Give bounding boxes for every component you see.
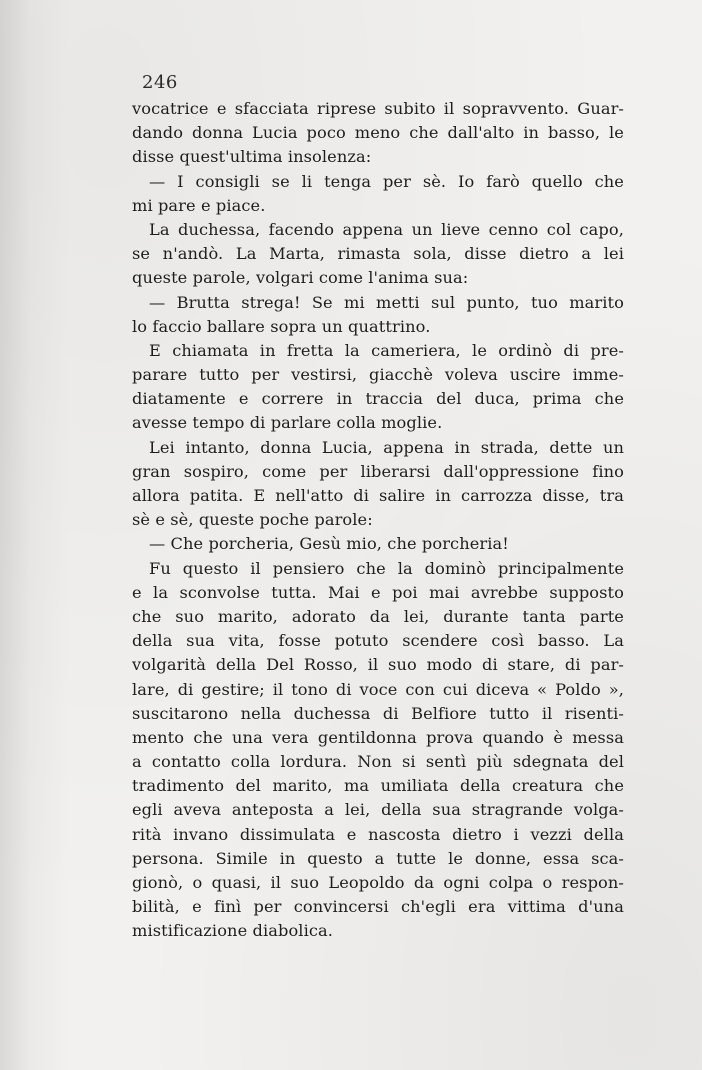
text-line: E chiamata in fretta la cameriera, le ordinò di pre-: [149, 340, 624, 360]
text-line: Lei intanto, donna Lucia, appena in strada, dette un: [149, 437, 624, 457]
text-line: che suo marito, adorato da lei, durante tanta parte: [132, 606, 624, 626]
text-line: mi pare e piace.: [132, 195, 266, 215]
text-line: allora patita. E nell'atto di salire in carrozza disse, tra: [132, 486, 624, 505]
page-number: 246: [142, 72, 178, 93]
text-line: — Brutta strega! Se mi metti sul punto, tuo marito: [149, 292, 624, 312]
text-line: bilità, e finì per convincersi ch'egli era vittima d'una: [132, 897, 624, 917]
text-line: della sua vita, fosse potuto scendere così basso. La: [132, 631, 624, 651]
text-line: vocatrice e sfacciata riprese subito il sopravvento. Guar-: [132, 99, 624, 118]
text-line: dando donna Lucia poco meno che dall'alto in basso, le: [132, 123, 624, 143]
text-line: a contatto colla lordura. Non si sentì più sdegnata del: [132, 752, 624, 772]
text-line: Fu questo il pensiero che la dominò principalmente: [149, 558, 624, 578]
text-line: — Che porcheria, Gesù mio, che porcheria!: [149, 534, 509, 554]
text-line: volgarità della Del Rosso, il suo modo di stare, di par-: [132, 655, 624, 675]
text-line: La duchessa, facendo appena un lieve cenno col capo,: [149, 219, 624, 239]
text-line: diatamente e correre in traccia del duca, prima che: [132, 389, 624, 409]
text-line: lare, di gestire; il tono di voce con cui diceva « Poldo »,: [132, 679, 624, 699]
text-line: se n'andò. La Marta, rimasta sola, disse dietro a lei: [132, 244, 624, 264]
text-line: queste parole, volgari come l'anima sua:: [132, 268, 469, 288]
text-line: e la sconvolse tutta. Mai e poi mai avrebbe supposto: [132, 582, 624, 602]
text-line: disse quest'ultima insolenza:: [132, 147, 372, 167]
text-line: parare tutto per vestirsi, giacchè voleva uscire imme-: [132, 365, 624, 385]
text-line: — I consigli se li tenga per sè. Io farò quello che: [149, 171, 624, 191]
text-line: persona. Simile in questo a tutte le donne, essa sca-: [132, 848, 624, 868]
text-line: tradimento del marito, ma umiliata della creatura che: [132, 776, 624, 796]
text-line: gran sospiro, come per liberarsi dall'oppressione fino: [132, 461, 624, 481]
text-line: egli aveva anteposta a lei, della sua stragrande volga-: [132, 800, 624, 820]
text-line: mistificazione diabolica.: [132, 921, 334, 941]
text-line: gionò, o quasi, il suo Leopoldo da ogni colpa o respon-: [132, 873, 624, 892]
text-line: lo faccio ballare sopra un quattrino.: [132, 316, 431, 336]
body-text: [132, 97, 624, 944]
text-line: mento che una vera gentildonna prova quando è messa: [132, 727, 624, 747]
text-line: suscitarono nella duchessa di Belfiore tutto il risenti-: [132, 703, 624, 723]
text-line: avesse tempo di parlare colla moglie.: [132, 413, 443, 433]
text-line: sè e sè, queste poche parole:: [132, 510, 373, 530]
text-line: rità invano dissimulata e nascosta dietro i vezzi della: [132, 824, 624, 844]
